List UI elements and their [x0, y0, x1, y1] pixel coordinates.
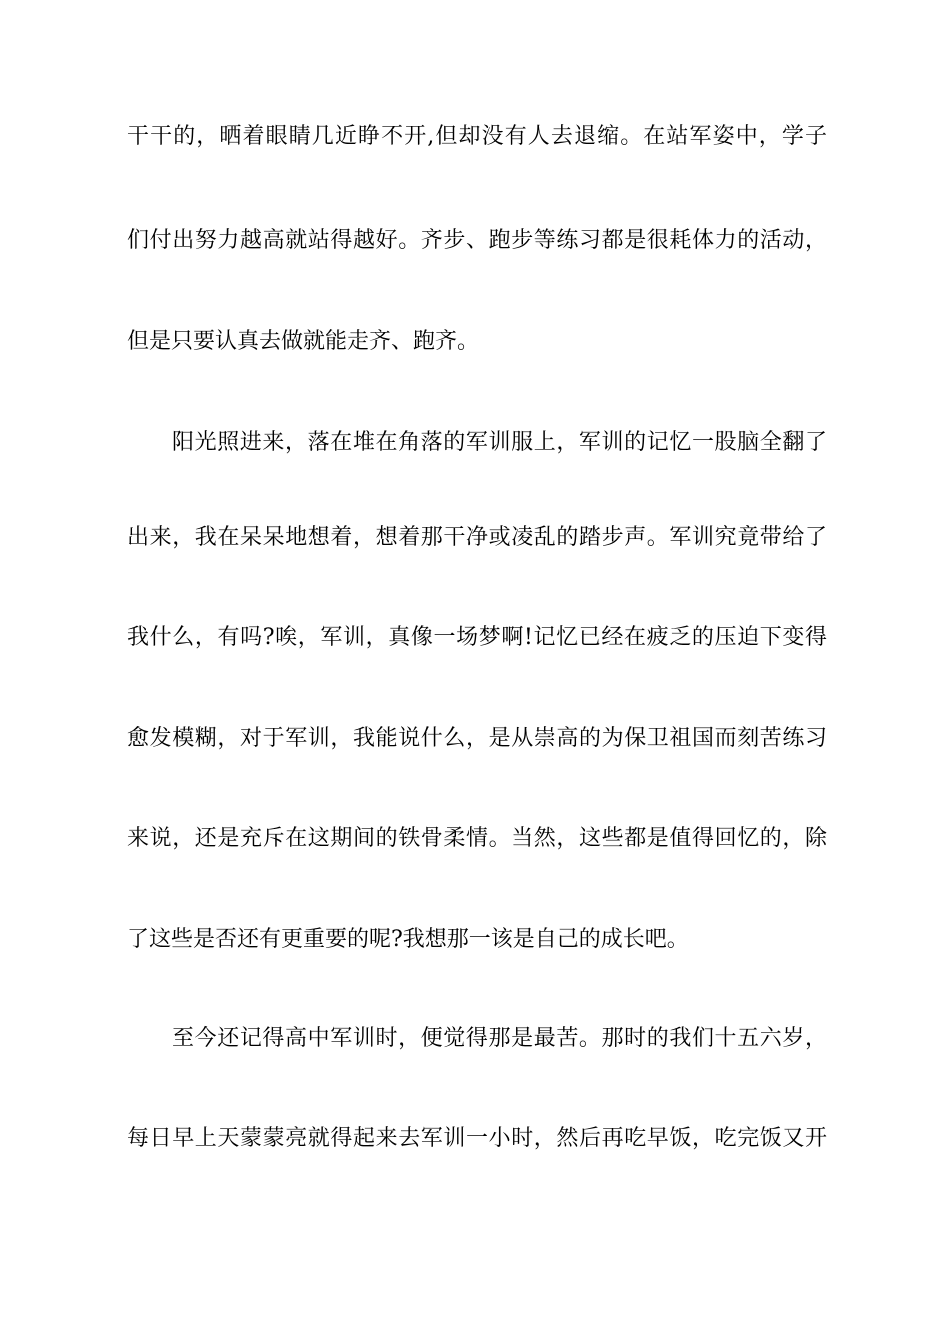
text-line: 来说，还是充斥在这期间的铁骨柔情。当然，这些都是值得回忆的，除: [127, 826, 827, 851]
text-line: 我什么，有吗?唉，军训，真像一场梦啊!记忆已经在疲乏的压迫下变得: [127, 625, 827, 650]
text-line: 出来，我在呆呆地想着，想着那干净或凌乱的踏步声。军训究竟带给了: [127, 525, 827, 550]
paragraph-first-line: 阳光照进来，落在堆在角落的军训服上，军训的记忆一股脑全翻了: [172, 430, 827, 455]
text-line: 愈发模糊，对于军训，我能说什么，是从崇高的为保卫祖国而刻苦练习: [127, 726, 827, 751]
paragraph-first-line: 至今还记得高中军训时，便觉得那是最苦。那时的我们十五六岁，: [172, 1026, 827, 1051]
text-line: 了这些是否还有更重要的呢?我想那一该是自己的成长吧。: [127, 927, 689, 952]
text-line: 但是只要认真去做就能走齐、跑齐。: [127, 329, 480, 354]
text-line: 们付出努力越高就站得越好。齐步、跑步等练习都是很耗体力的活动，: [127, 228, 827, 253]
text-line: 每日早上天蒙蒙亮就得起来去军训一小时，然后再吃早饭，吃完饭又开: [127, 1126, 827, 1151]
text-line: 干干的，晒着眼睛几近睁不开,但却没有人去退缩。在站军姿中，学子: [127, 124, 827, 149]
